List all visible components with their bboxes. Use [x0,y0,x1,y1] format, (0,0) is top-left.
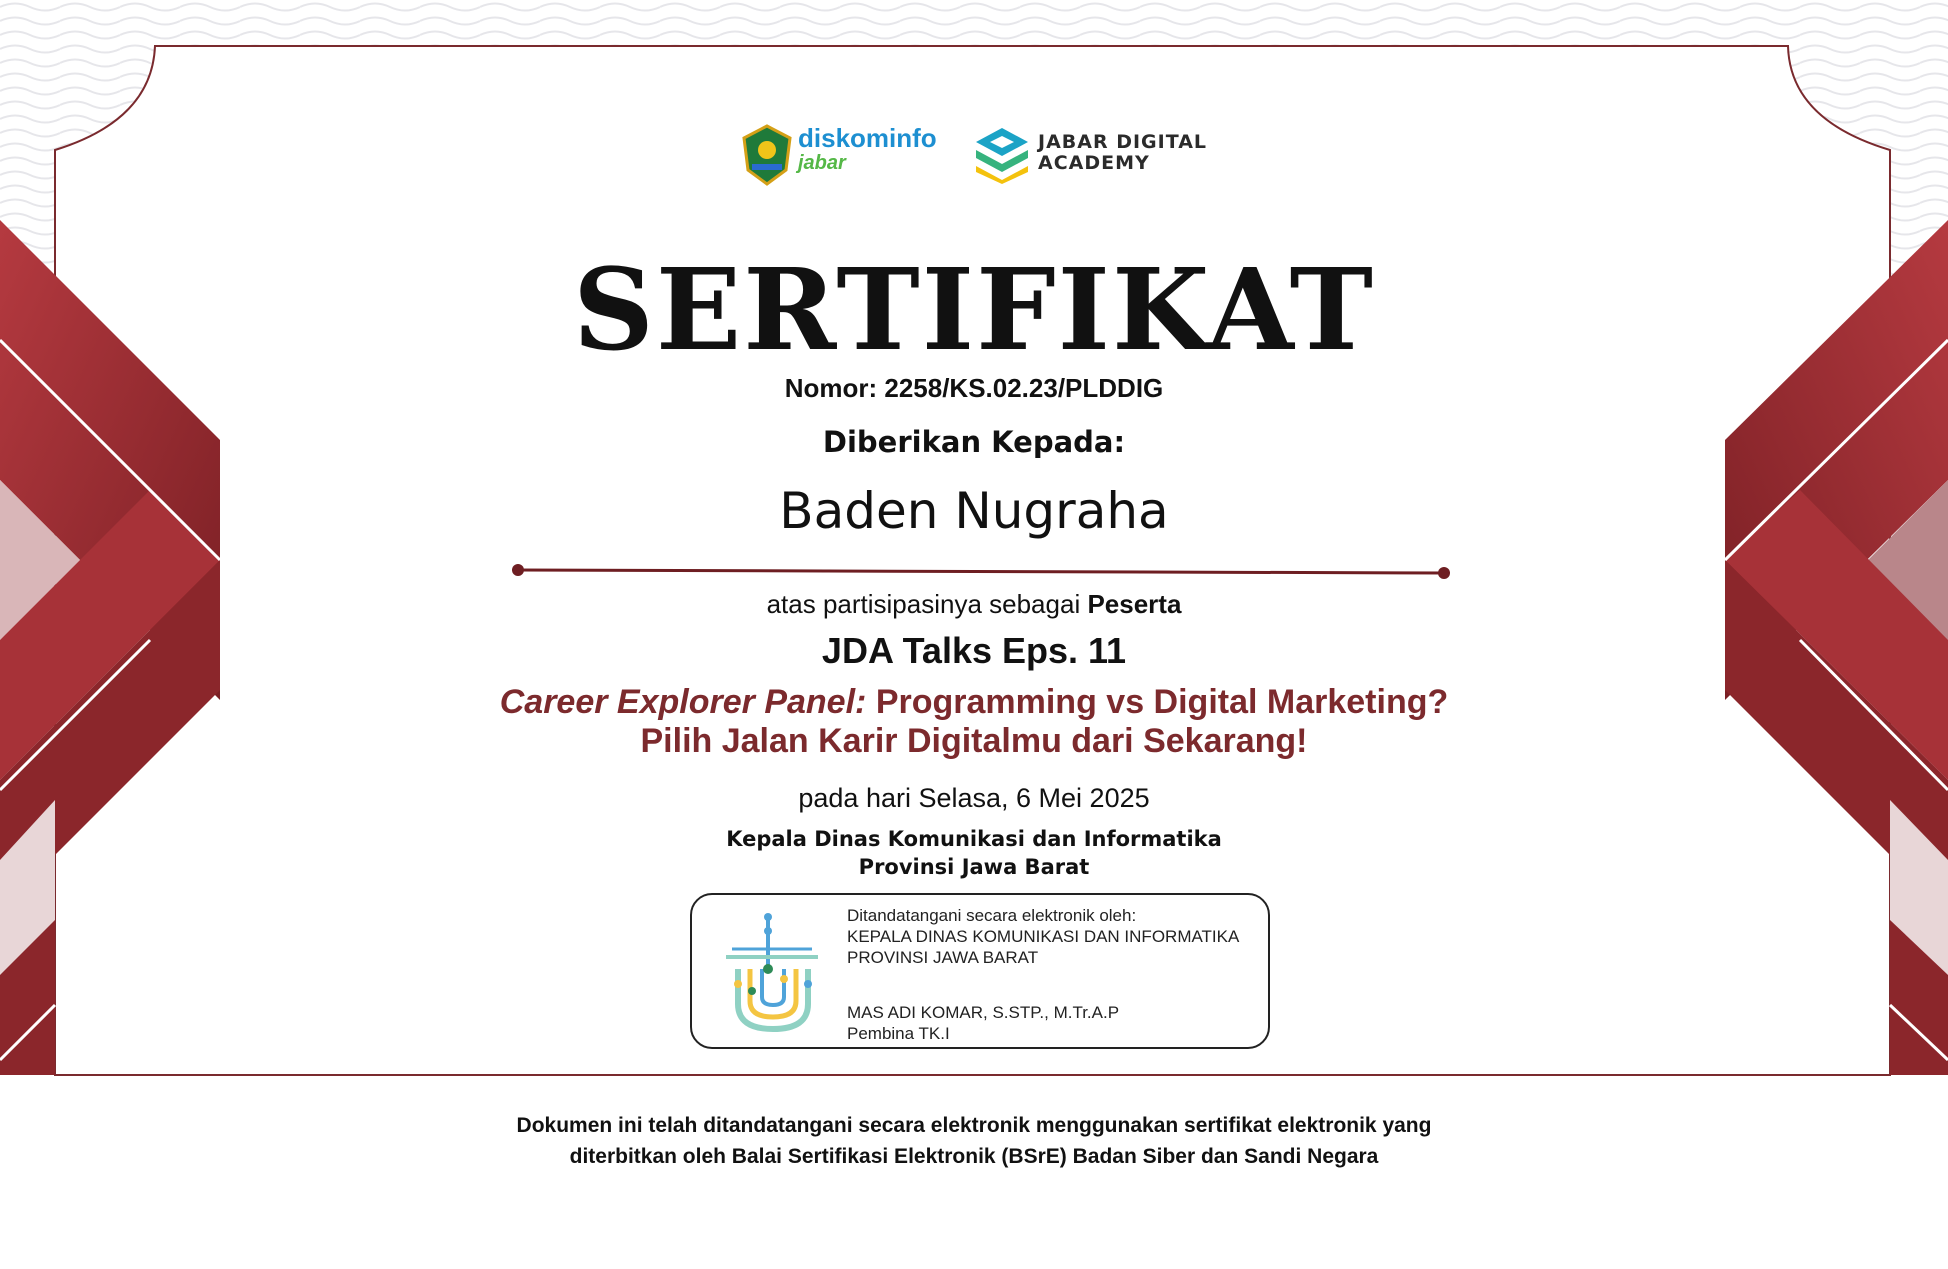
jda-wordmark-line2: ACADEMY [1038,152,1150,174]
signature-line1: Ditandatangani secara elektronik oleh: [847,906,1137,925]
role-prefix: atas partisipasinya sebagai [766,589,1081,619]
official-line1: Kepala Dinas Komunikasi dan Informatika [726,827,1222,851]
event-name: JDA Talks Eps. 11 [821,630,1127,671]
footer-line1: Dokumen ini telah ditandatangani secara elektronik menggunakan sertifikat elektronik yang [516,1114,1432,1137]
diskominfo-wordmark: diskominfo [798,123,937,153]
role-value: Peserta [1087,589,1182,619]
event-date: pada hari Selasa, 6 Mei 2025 [798,783,1150,813]
signer-name: MAS ADI KOMAR, S.STP., M.Tr.A.P [847,1003,1120,1022]
signer-rank: Pembina TK.I [847,1024,950,1043]
signature-line3: PROVINSI JAWA BARAT [847,948,1039,967]
footer-note [0,1110,1948,1172]
subtitle-rest: Programming vs Digital Marketing? [875,683,1449,721]
official-title [0,825,1948,881]
official-line2: Provinsi Jawa Barat [858,855,1090,879]
recipient-name: Baden Nugraha [779,482,1169,540]
diskominfo-logo [740,120,940,190]
subtitle-italic: Career Explorer Panel: [499,683,867,721]
role-line [0,589,1948,620]
jda-cube-icon [972,126,1032,184]
signature-line2: KEPALA DINAS KOMUNIKASI DAN INFORMATIKA [847,927,1240,946]
footer-line2: diterbitkan oleh Balai Sertifikasi Elektronik (BSrE) Badan Siber dan Sandi Negara [569,1145,1379,1168]
subtitle-line2: Pilih Jalan Karir Digitalmu dari Sekarang! [640,722,1308,760]
jabar-digital-academy-logo [972,126,1232,186]
electronic-signature-box [690,893,1270,1049]
certificate-number: Nomor: 2258/KS.02.23/PLDDIG [784,373,1164,403]
signature-text [847,905,1239,1044]
header-logos [740,120,1220,200]
jda-wordmark-line1: JABAR DIGITAL [1038,131,1208,153]
certificate-title: SERTIFIKAT [573,245,1375,376]
given-to-label: Diberikan Kepada: [822,425,1126,459]
diskominfo-sub-wordmark: jabar [798,152,846,174]
west-java-emblem-icon [740,124,794,186]
bsre-signature-icon [718,909,828,1039]
event-subtitle [0,683,1948,761]
